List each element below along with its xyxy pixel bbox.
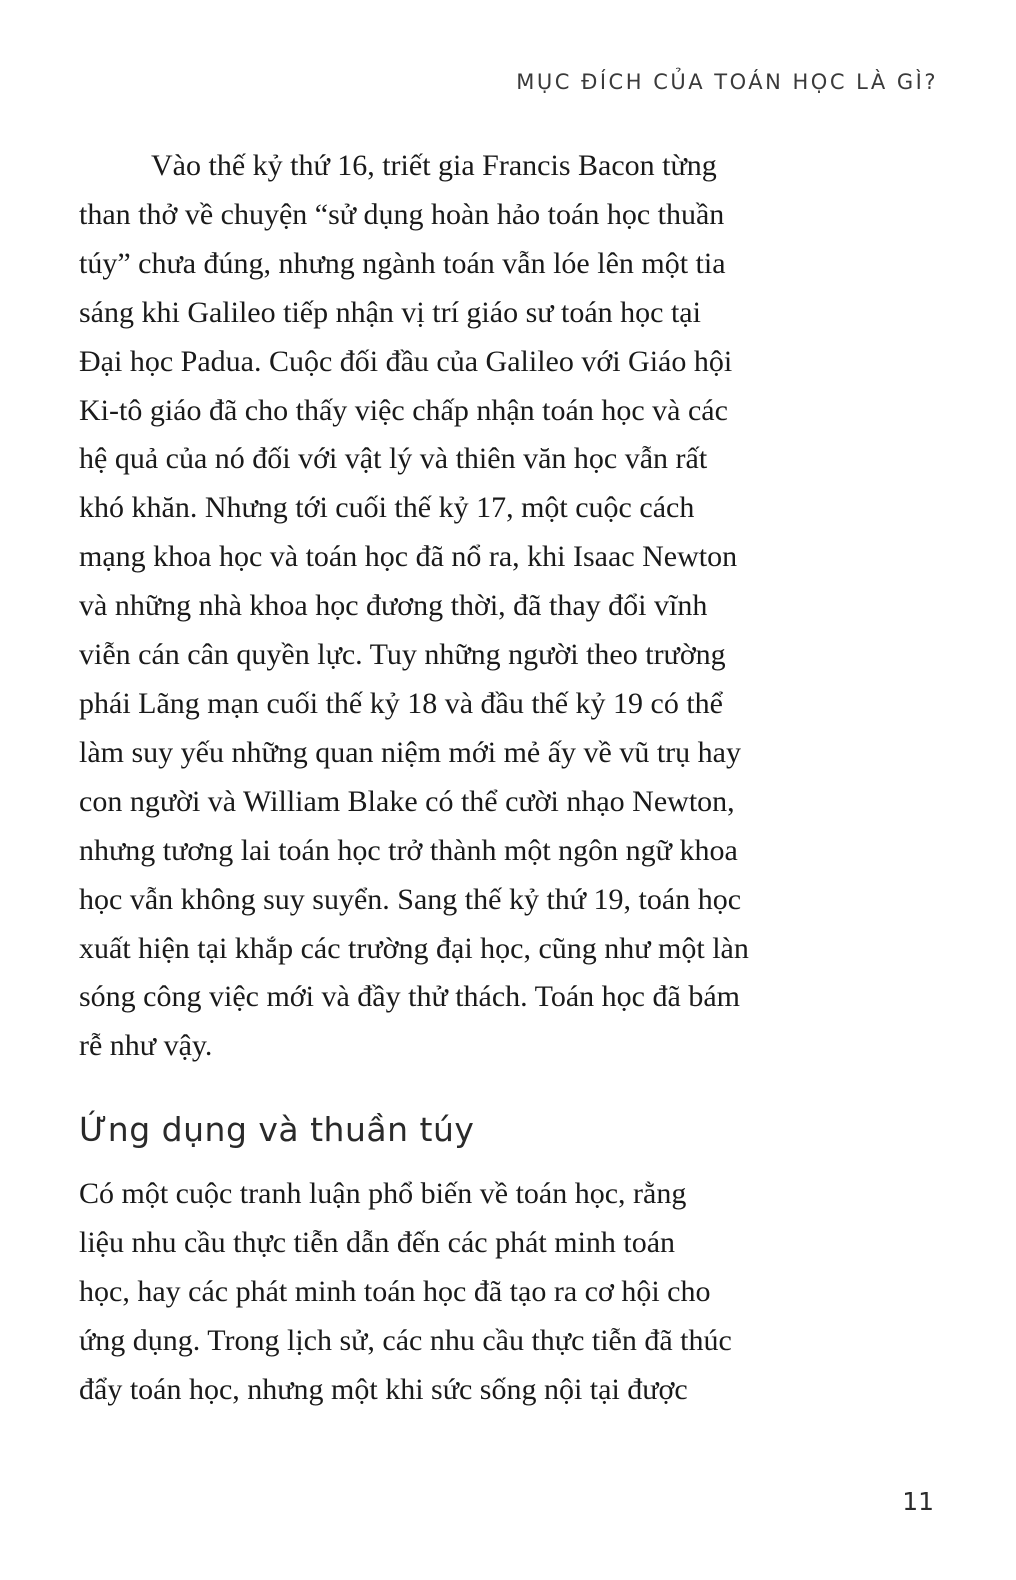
- text-line: học vẫn không suy suyển. Sang thế kỷ thứ 19, toán học: [79, 882, 742, 916]
- running-header: MỤC ĐÍCH CỦA TOÁN HỌC LÀ GÌ?: [516, 70, 938, 94]
- text-line: hệ quả của nó đối với vật lý và thiên văn học vẫn rất: [79, 442, 708, 476]
- text-line: liệu nhu cầu thực tiễn dẫn đến các phát minh toán: [79, 1225, 676, 1259]
- text-line: Ki-tô giáo đã cho thấy việc chấp nhận toán học và các: [79, 393, 728, 427]
- text-line: than thở về chuyện “sử dụng hoàn hảo toán học thuần: [79, 197, 725, 231]
- text-line: ứng dụng. Trong lịch sử, các nhu cầu thực tiễn đã thúc: [79, 1323, 732, 1357]
- text-line: viễn cán cân quyền lực. Tuy những người theo trường: [79, 638, 726, 672]
- text-line: túy” chưa đúng, nhưng ngành toán vẫn lóe lên một tia: [79, 246, 726, 280]
- text-line: làm suy yếu những quan niệm mới mẻ ấy về vũ trụ hay: [79, 735, 741, 769]
- page-number: 11: [902, 1487, 934, 1516]
- text-line: mạng khoa học và toán học đã nổ ra, khi Isaac Newton: [79, 540, 738, 574]
- text-line: rễ như vậy.: [79, 1029, 213, 1063]
- text-line: đẩy toán học, nhưng một khi sức sống nội tại được: [79, 1372, 688, 1406]
- text-line: con người và William Blake có thể cười nhạo Newton,: [79, 784, 735, 818]
- text-line: sóng công việc mới và đầy thử thách. Toán học đã bám: [79, 980, 740, 1014]
- text-line: Vào thế kỷ thứ 16, triết gia Francis Bacon từng: [151, 149, 717, 182]
- paragraph-2: [79, 1170, 839, 1415]
- text-line: và những nhà khoa học đương thời, đã thay đổi vĩnh: [79, 589, 708, 623]
- text-line: Đại học Padua. Cuộc đối đầu của Galileo với Giáo hội: [79, 344, 733, 378]
- text-line: sáng khi Galileo tiếp nhận vị trí giáo sư toán học tại: [79, 295, 701, 329]
- text-line: nhưng tương lai toán học trở thành một ngôn ngữ khoa: [79, 833, 738, 867]
- paragraph-1: [79, 142, 839, 1071]
- text-line: học, hay các phát minh toán học đã tạo ra cơ hội cho: [79, 1274, 711, 1308]
- text-line: xuất hiện tại khắp các trường đại học, cũng như một làn: [79, 931, 749, 965]
- text-line: Có một cuộc tranh luận phổ biến về toán học, rằng: [79, 1177, 687, 1210]
- section-heading: Ứng dụng và thuần túy: [79, 1110, 475, 1149]
- text-line: khó khăn. Nhưng tới cuối thế kỷ 17, một cuộc cách: [79, 491, 695, 525]
- text-line: phái Lãng mạn cuối thế kỷ 18 và đầu thế kỷ 19 có thể: [79, 686, 723, 720]
